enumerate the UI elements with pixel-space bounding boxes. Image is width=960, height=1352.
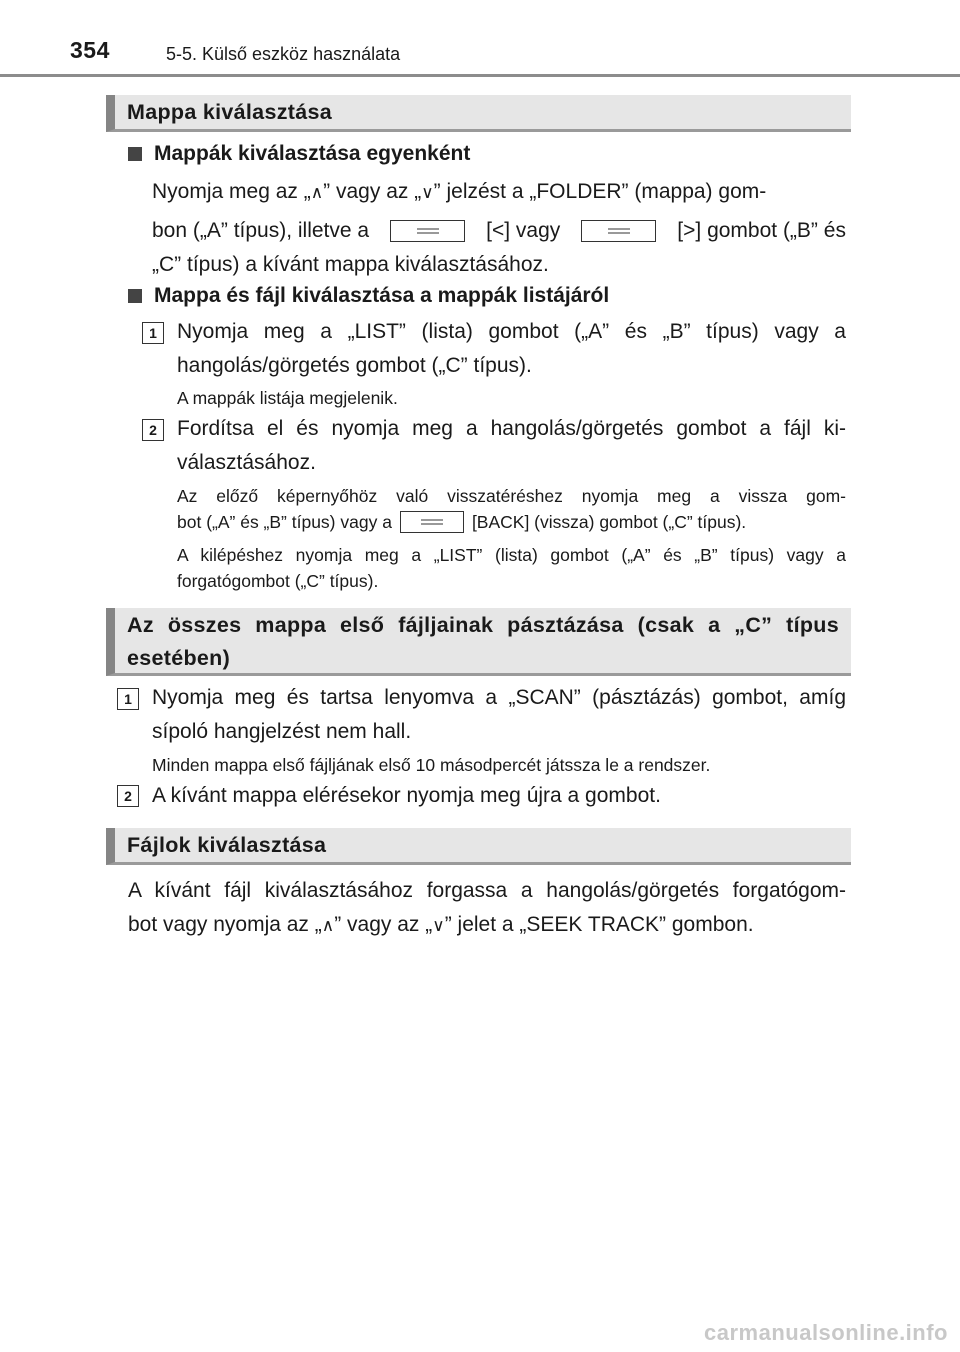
step-number-2: 2 xyxy=(142,419,164,441)
subheading-text: Mappa és fájl kiválasztása a mappák listájáról xyxy=(154,284,610,307)
watermark-logo: carmanualsonline.info xyxy=(704,1320,948,1345)
subheading-text: Mappák kiválasztása egyenként xyxy=(154,142,471,165)
section-heading-text: Fájlok kiválasztása xyxy=(127,832,327,857)
up-arrow-icon: ∧ xyxy=(321,916,335,935)
step-number-1: 1 xyxy=(117,688,139,710)
up-arrow-icon: ∧ xyxy=(310,183,324,202)
header-rule xyxy=(0,74,960,77)
paragraph-line: bot vagy nyomja az „∧” vagy az „∨” jelet a „SEEK TRACK” gombon. xyxy=(128,913,754,936)
scan-step-1-note: Minden mappa első fájljának első 10 másodpercét játssza le a rendszer. xyxy=(152,755,711,775)
step-number-2: 2 xyxy=(117,785,139,807)
note-line: bot („A” és „B” típus) vagy a [BACK] (vissza) gombot („C” típus). xyxy=(177,512,747,532)
paragraph-folder-one-by-one xyxy=(152,175,846,282)
section-heading-text: Mappa kiválasztása xyxy=(127,99,332,124)
square-bullet-icon xyxy=(128,289,142,303)
section-heading-folder-select xyxy=(106,95,851,132)
scan-step-2-text: A kívánt mappa elérésekor nyomja meg újra a gombot. xyxy=(152,784,661,807)
step-1-text: Nyomja meg a „LIST” (lista) gombot („A” és „B” típus) vagy a hangolás/görgetés gombot („C” típus). xyxy=(177,320,846,377)
step-2-note-back xyxy=(177,483,846,535)
subheading-folder-file-from-list xyxy=(128,283,609,309)
next-button-icon xyxy=(581,220,656,242)
section-heading-text: Az összes mappa első fájljainak pásztázása (csak a „C” típus esetében) xyxy=(127,612,839,670)
paragraph-line: bon („A” típus), illetve a [<] vagy [>] gombot („B” és xyxy=(152,219,846,242)
paragraph-line: Nyomja meg az „∧” vagy az „∨” jelzést a „FOLDER” (mappa) gom- xyxy=(152,180,767,203)
page-number: 354 xyxy=(70,37,110,63)
paragraph-line: A kívánt fájl kiválasztásához forgassa a hangolás/görgetés forgatógom- xyxy=(128,879,846,902)
paragraph-line: „C” típus) a kívánt mappa kiválasztásához. xyxy=(152,253,549,276)
down-arrow-icon: ∨ xyxy=(432,916,445,935)
section-heading-file-select xyxy=(106,828,851,865)
section-heading-scan-folders xyxy=(106,608,851,676)
back-button-icon xyxy=(400,511,464,533)
note-line: Az előző képernyőhöz való visszatéréshez nyomja meg a vissza gom- xyxy=(177,486,846,506)
prev-button-icon xyxy=(390,220,465,242)
scan-step-1-text: Nyomja meg és tartsa lenyomva a „SCAN” (pásztázás) gombot, amíg sípoló hangjelzést nem hall. xyxy=(152,686,846,743)
paragraph-file-select xyxy=(128,874,846,943)
chapter-title: 5-5. Külső eszköz használata xyxy=(166,44,401,64)
square-bullet-icon xyxy=(128,147,142,161)
step-number-1: 1 xyxy=(142,322,164,344)
subheading-folder-one-by-one xyxy=(128,141,470,167)
step-2-text: Fordítsa el és nyomja meg a hangolás/görgetés gombot a fájl ki-választásához. xyxy=(177,417,846,474)
step-2-note-exit: A kilépéshez nyomja meg a „LIST” (lista) gombot („A” és „B” típus) vagy a forgatógombot („C” típus). xyxy=(177,545,846,591)
step-1-note: A mappák listája megjelenik. xyxy=(177,388,398,408)
down-arrow-icon: ∨ xyxy=(421,183,434,202)
